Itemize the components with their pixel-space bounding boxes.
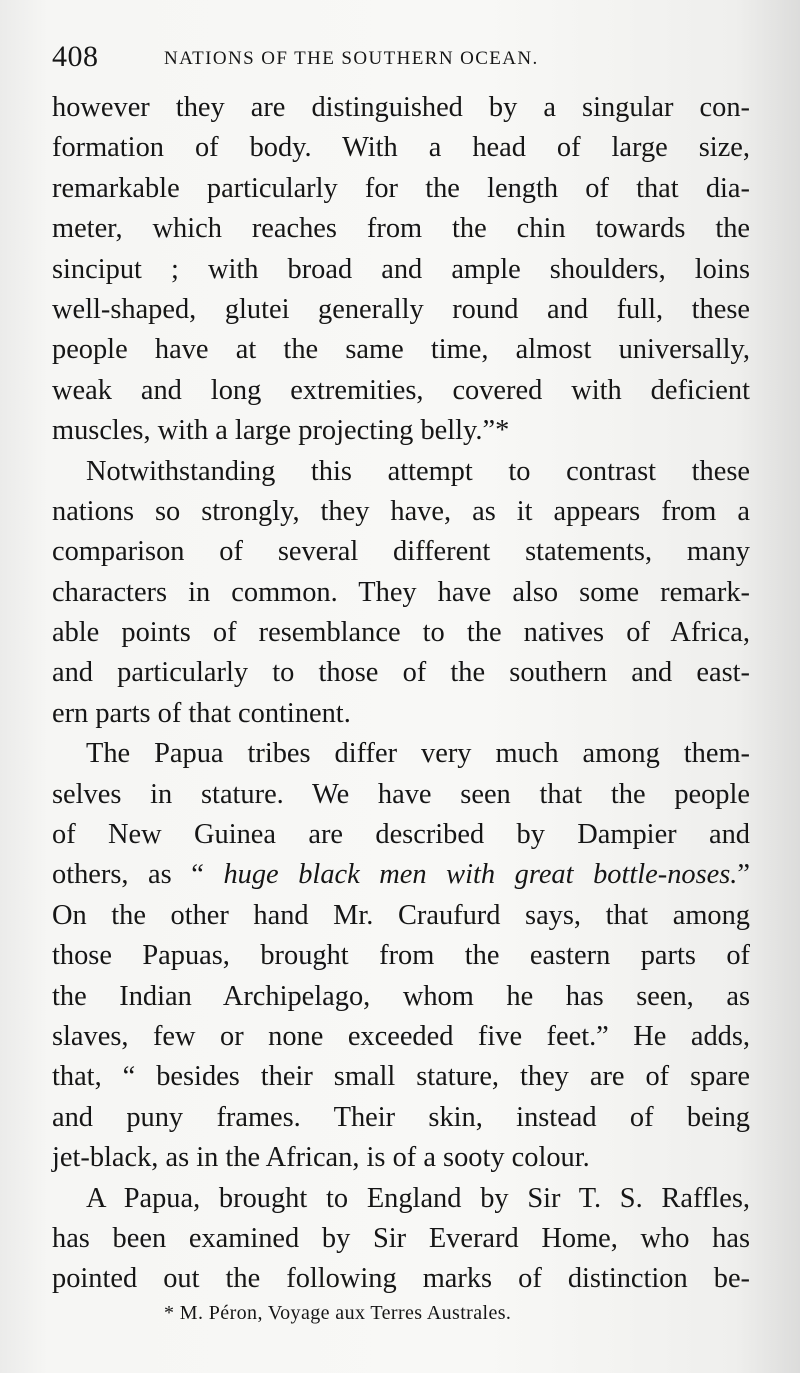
text-line: pointed out the following marks of distinction be- [52, 1263, 750, 1295]
text-line: that, “ besides their small stature, they are of spare [52, 1061, 750, 1093]
body-text [52, 88, 750, 1300]
text-line: weak and long extremities, covered with deficient [52, 374, 750, 406]
footnote: * M. Péron, Voyage aux Terres Australes. [164, 1302, 512, 1324]
text-line: people have at the same time, almost universally, [52, 334, 750, 366]
text-line: however they are distinguished by a singular con- [52, 92, 750, 123]
text-line: and puny frames. Their skin, instead of being [52, 1101, 750, 1133]
text-line: of New Guinea are described by Dampier and [52, 819, 750, 851]
text-line: the Indian Archipelago, whom he has seen, as [52, 980, 750, 1012]
page-header [52, 40, 752, 80]
text-line: remarkable particularly for the length of that dia- [52, 172, 750, 204]
italic-quote: huge black men with great bottle-noses. [223, 859, 738, 891]
running-head: NATIONS OF THE SOUTHERN OCEAN. [164, 48, 539, 69]
text-line: sinciput ; with broad and ample shoulders, loins [52, 253, 750, 285]
text-line: On the other hand Mr. Craufurd says, that among [52, 899, 750, 931]
text-line: those Papuas, brought from the eastern parts of [52, 940, 750, 972]
text-line: well-shaped, glutei generally round and full, these [52, 293, 750, 325]
text-line: nations so strongly, they have, as it appears from a [52, 495, 750, 527]
text-line: able points of resemblance to the natives of Africa, [52, 617, 750, 649]
text-line: formation of body. With a head of large size, [52, 132, 750, 164]
text-fragment: others, as [52, 859, 172, 891]
text-line: and particularly to those of the southern and east- [52, 657, 750, 689]
text-line: A Papua, brought to England by Sir T. S. Raffles, [86, 1182, 750, 1214]
text-line: Notwithstanding this attempt to contrast these [86, 455, 750, 487]
text-line: comparison of several different statements, many [52, 536, 750, 568]
text-line: jet-black, as in the African, is of a sooty colour. [52, 1142, 590, 1174]
text-line: muscles, with a large projecting belly.”* [52, 415, 510, 447]
text-line: The Papua tribes differ very much among them- [86, 738, 750, 770]
text-line: selves in stature. We have seen that the people [52, 778, 750, 810]
text-line: has been examined by Sir Everard Home, who has [52, 1222, 750, 1254]
text-line: slaves, few or none exceeded five feet.” He adds, [52, 1020, 750, 1052]
text-line: ern parts of that continent. [52, 697, 351, 729]
text-line-with-quote: others, as “ huge black men with great bottle-noses.” [52, 859, 750, 891]
text-line: characters in common. They have also some remark- [52, 576, 750, 608]
text-line: meter, which reaches from the chin towards the [52, 213, 750, 245]
page-number: 408 [52, 40, 99, 73]
